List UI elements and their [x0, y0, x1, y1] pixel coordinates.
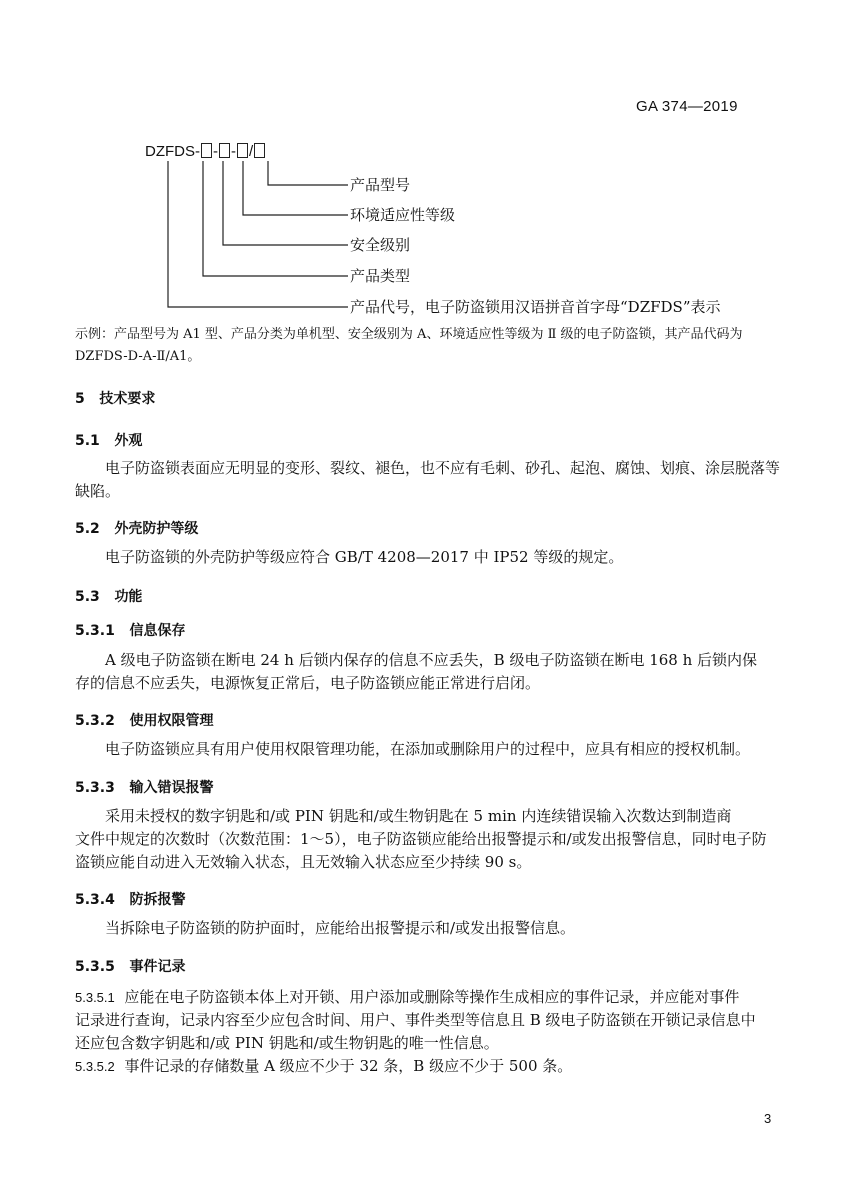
line-product-type [203, 161, 348, 276]
section-5-1-heading [75, 430, 142, 450]
section-5-3-3-text-3: 盗锁应能自动进入无效输入状态，且无效输入状态应至少持续 90 s。 [75, 853, 532, 871]
section-number: 5.2 [75, 521, 100, 537]
example-line-1: 示例：产品型号为 A1 型、产品分类为单机型、安全级别为 A、环境适应性等级为 Ⅱ 级的电子防盗锁，其产品代码为 [75, 327, 743, 342]
section-number: 5.3.2 [75, 713, 115, 729]
line-product-code [168, 161, 348, 307]
section-number: 5.3 [75, 589, 100, 605]
section-title: 信息保存 [129, 623, 186, 639]
section-5-2-heading [75, 518, 198, 538]
section-number: 5 [75, 391, 85, 407]
section-title: 事件记录 [129, 959, 186, 975]
section-title: 使用权限管理 [129, 713, 214, 729]
section-number: 5.3.4 [75, 892, 115, 908]
section-5-3-4-heading [75, 889, 186, 909]
section-number: 5.3.3 [75, 780, 115, 796]
section-5-3-5-heading [75, 956, 186, 976]
section-5-3-5-2-text-1: 事件记录的存储数量 A 级应不少于 32 条，B 级应不少于 500 条。 [124, 1057, 573, 1075]
section-5-3-3-heading [75, 777, 214, 797]
section-title: 外壳防护等级 [114, 521, 199, 537]
section-title: 技术要求 [99, 391, 156, 407]
diagram-label-2: 环境适应性等级 [350, 206, 456, 224]
section-5-1-text-2: 缺陷。 [75, 482, 121, 500]
section-number: 5.1 [75, 433, 100, 449]
section-5-3-1-heading [75, 620, 186, 640]
section-5-2-text-1: 电子防盗锁的外壳防护等级应符合 GB/T 4208—2017 中 IP52 等级的规定。 [105, 548, 624, 566]
page-number: 3 [764, 1111, 772, 1126]
section-5-3-heading [75, 586, 142, 606]
diagram-label-4: 产品类型 [350, 267, 411, 285]
section-5-3-5-1-text-1: 应能在电子防盗锁本体上对开锁、用户添加或删除等操作生成相应的事件记录，并应能对事件 [124, 988, 740, 1006]
diagram-label-5: 产品代号，电子防盗锁用汉语拼音首字母“DZFDS”表示 [350, 298, 721, 316]
section-5-3-3-text-1: 采用未授权的数字钥匙和/或 PIN 钥匙和/或生物钥匙在 5 min 内连续错误输入次数达到制造商 [105, 807, 732, 825]
code-sep-3: / [249, 143, 254, 160]
section-title: 外观 [114, 433, 143, 449]
section-number: 5.3.5.1 [75, 990, 115, 1005]
line-env-grade [243, 161, 348, 215]
line-product-model [268, 161, 348, 185]
section-5-3-1-text-2: 存的信息不应丢失，电源恢复正常后，电子防盗锁应能正常进行启闭。 [75, 674, 541, 692]
example-line-2: DZFDS-D-A-Ⅱ/A1。 [75, 349, 201, 364]
standard-number: GA 374—2019 [636, 98, 738, 115]
diagram-label-3: 安全级别 [350, 236, 411, 254]
line-security-level [223, 161, 348, 245]
section-5-3-2-text-1: 电子防盗锁应具有用户使用权限管理功能，在添加或删除用户的过程中，应具有相应的授权机制。 [105, 740, 751, 758]
section-5-heading [75, 388, 155, 408]
section-5-3-5-1-text-3: 还应包含数字钥匙和/或 PIN 钥匙和/或生物钥匙的唯一性信息。 [75, 1034, 499, 1052]
section-number: 5.3.5 [75, 959, 115, 975]
section-5-1-text-1: 电子防盗锁表面应无明显的变形、裂纹、褪色，也不应有毛刺、砂孔、起泡、腐蚀、划痕、涂层脱落等 [105, 459, 781, 477]
section-5-3-1-text-1: A 级电子防盗锁在断电 24 h 后锁内保存的信息不应丢失，B 级电子防盗锁在断电 168 h 后锁内保 [105, 651, 758, 669]
section-title: 功能 [114, 589, 143, 605]
section-5-3-4-text-1: 当拆除电子防盗锁的防护面时，应能给出报警提示和/或发出报警信息。 [105, 919, 576, 937]
section-5-3-5-2-line-1 [75, 1059, 572, 1074]
code-sep-2: - [231, 143, 236, 160]
section-title: 输入错误报警 [129, 780, 214, 796]
section-5-3-3-text-2: 文件中规定的次数时（次数范围：1～5），电子防盗锁应能给出报警提示和/或发出报警信息，同时电子防 [75, 830, 767, 848]
section-title: 防拆报警 [129, 892, 186, 908]
section-5-3-2-heading [75, 710, 214, 730]
code-sep-1: - [213, 143, 218, 160]
diagram-label-1: 产品型号 [350, 176, 411, 194]
section-5-3-5-1-text-2: 记录进行查询，记录内容至少应包含时间、用户、事件类型等信息且 B 级电子防盗锁在开锁记录信息中 [75, 1011, 756, 1029]
section-number: 5.3.5.2 [75, 1059, 115, 1074]
code-prefix: DZFDS- [145, 143, 200, 160]
section-number: 5.3.1 [75, 623, 115, 639]
section-5-3-5-1-line-1 [75, 990, 739, 1005]
